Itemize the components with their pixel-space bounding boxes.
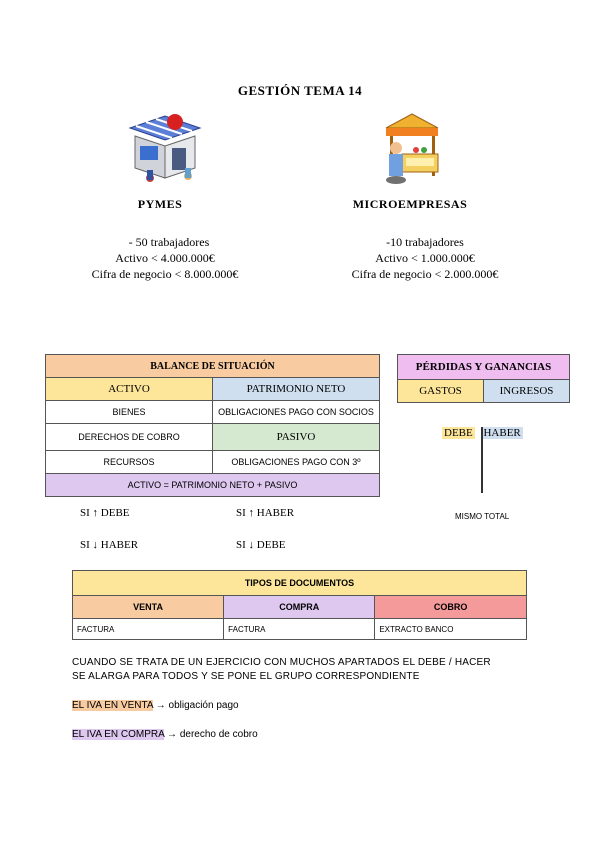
t-account-caption: MISMO TOTAL [455, 512, 510, 521]
pymes-fact: Activo < 4.000.000€ [115, 251, 215, 265]
rule-debe-down: SI ↓ DEBE [236, 539, 286, 551]
activo-header: ACTIVO [46, 378, 213, 401]
rule-haber-down: SI ↓ HABER [80, 539, 139, 551]
venta-header: VENTA [73, 596, 224, 619]
page-title: GESTIÓN TEMA 14 [237, 83, 363, 98]
bienes-cell: BIENES [46, 401, 213, 424]
cobro-header: COBRO [375, 596, 527, 619]
balance-title: BALANCE DE SITUACIÓN [46, 355, 380, 378]
rule-haber-up: SI ↑ HABER [236, 507, 295, 519]
cobro-doc: EXTRACTO BANCO [375, 619, 527, 640]
patrimonio-header: PATRIMONIO NETO [213, 378, 380, 401]
debe-label: DEBE [444, 427, 473, 439]
derechos-cell: DERECHOS DE COBRO [46, 424, 213, 451]
pyg-table [397, 354, 570, 403]
note-paragraph [72, 656, 542, 684]
balance-equation: ACTIVO = PATRIMONIO NETO + PASIVO [46, 474, 380, 497]
pymes-fact: - 50 trabajadores [128, 235, 210, 249]
note-line: CUANDO SE TRATA DE UN EJERCICIO CON MUCHOS APARTADOS EL DEBE / HACER [72, 657, 491, 668]
compra-doc: FACTURA [224, 619, 375, 640]
iva-venta-result: → obligación pago [152, 700, 239, 711]
iva-venta-label: EL IVA EN VENTA [72, 700, 153, 711]
rule-debe-up: SI ↑ DEBE [80, 507, 130, 519]
note-line: SE ALARGA PARA TODOS Y SE PONE EL GRUPO CORRESPONDIENTE [72, 671, 420, 682]
iva-venta-line [72, 700, 239, 711]
iva-compra-result: → derecho de cobro [164, 729, 258, 740]
obligaciones-socios-cell: OBLIGACIONES PAGO CON SOCIOS [213, 401, 380, 424]
balance-table [45, 354, 380, 497]
market-stall-icon [372, 110, 452, 188]
t-account-divider [481, 427, 483, 493]
pyg-title: PÉRDIDAS Y GANANCIAS [398, 355, 570, 380]
recursos-cell: RECURSOS [46, 451, 213, 474]
pymes-fact: Cifra de negocio < 8.000.000€ [91, 267, 239, 281]
ingresos-header: INGRESOS [484, 380, 570, 403]
gastos-header: GASTOS [398, 380, 484, 403]
pasivo-header: PASIVO [213, 424, 380, 451]
haber-label: HABER [483, 427, 521, 439]
pymes-facts [60, 234, 270, 282]
compra-header: COMPRA [224, 596, 375, 619]
venta-doc: FACTURA [73, 619, 224, 640]
iva-compra-label: EL IVA EN COMPRA [72, 729, 165, 740]
pymes-heading: PYMES [137, 197, 183, 211]
micro-facts [320, 234, 530, 282]
iva-compra-line [72, 729, 258, 740]
tipos-title: TIPOS DE DOCUMENTOS [73, 571, 527, 596]
tipos-documentos-table [72, 570, 527, 640]
micro-fact: -10 trabajadores [386, 235, 464, 249]
micro-fact: Activo < 1.000.000€ [375, 251, 475, 265]
obligaciones-3-cell: OBLIGACIONES PAGO CON 3º [213, 451, 380, 474]
micro-fact: Cifra de negocio < 2.000.000€ [351, 267, 499, 281]
micro-heading: MICROEMPRESAS [352, 197, 468, 211]
shop-building-icon [120, 108, 210, 186]
